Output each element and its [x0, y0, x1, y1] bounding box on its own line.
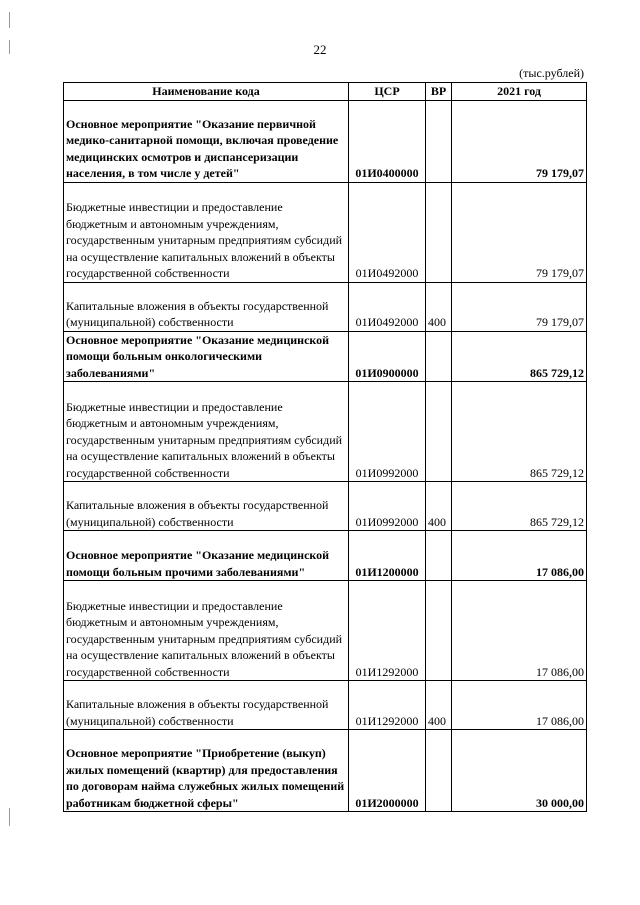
table-row	[64, 282, 587, 331]
row-csr: 01И1200000	[349, 531, 426, 581]
table-header-row	[64, 83, 587, 101]
scan-margin-mark	[9, 808, 10, 826]
row-amount: 17 086,00	[452, 581, 587, 681]
header-vr: ВР	[426, 83, 452, 101]
row-vr: 400	[426, 482, 452, 531]
row-csr: 01И0492000	[349, 182, 426, 282]
row-name: Основное мероприятие "Оказание медицинской помощи больным онкологическими заболеваниями"	[64, 331, 349, 382]
row-name: Основное мероприятие "Приобретение (выкуп) жилых помещений (квартир) для предоставления по договорам найма служебных жилых помещений работникам бюджетной сферы"	[64, 730, 349, 812]
row-name: Капитальные вложения в объекты государственной (муниципальной) собственности	[64, 681, 349, 730]
row-csr: 01И0900000	[349, 331, 426, 382]
row-name: Основное мероприятие "Оказание медицинской помощи больным прочими заболеваниями"	[64, 531, 349, 581]
row-vr: 400	[426, 681, 452, 730]
row-amount: 17 086,00	[452, 681, 587, 730]
budget-table	[63, 82, 587, 812]
row-vr	[426, 531, 452, 581]
table-row	[64, 531, 587, 581]
table-row	[64, 100, 587, 182]
table-row	[64, 482, 587, 531]
row-csr: 01И0400000	[349, 100, 426, 182]
table-row	[64, 581, 587, 681]
row-vr	[426, 331, 452, 382]
table-row	[64, 730, 587, 812]
row-vr	[426, 182, 452, 282]
header-year: 2021 год	[452, 83, 587, 101]
row-csr: 01И1292000	[349, 581, 426, 681]
row-csr: 01И0992000	[349, 482, 426, 531]
row-name: Бюджетные инвестиции и предоставление бюджетным и автономным учреждениям, государственным унитарным предприятиям субсидий на осуществление капитальных вложений в объекты государственной собственности	[64, 182, 349, 282]
row-vr	[426, 581, 452, 681]
row-name: Основное мероприятие "Оказание первичной медико-санитарной помощи, включая проведение медицинских осмотров и диспансеризации населения, в том числе у детей"	[64, 100, 349, 182]
row-amount: 30 000,00	[452, 730, 587, 812]
row-amount: 79 179,07	[452, 100, 587, 182]
scan-margin-mark	[9, 12, 10, 28]
row-csr: 01И0992000	[349, 382, 426, 482]
table-row	[64, 182, 587, 282]
row-name: Капитальные вложения в объекты государственной (муниципальной) собственности	[64, 282, 349, 331]
row-vr	[426, 730, 452, 812]
row-amount: 79 179,07	[452, 282, 587, 331]
table-row	[64, 681, 587, 730]
header-csr: ЦСР	[349, 83, 426, 101]
row-csr: 01И1292000	[349, 681, 426, 730]
row-amount: 865 729,12	[452, 482, 587, 531]
row-name: Капитальные вложения в объекты государственной (муниципальной) собственности	[64, 482, 349, 531]
row-vr	[426, 382, 452, 482]
row-amount: 17 086,00	[452, 531, 587, 581]
row-name: Бюджетные инвестиции и предоставление бюджетным и автономным учреждениям, государственным унитарным предприятиям субсидий на осуществление капитальных вложений в объекты государственной собственности	[64, 382, 349, 482]
row-amount: 865 729,12	[452, 331, 587, 382]
unit-note: (тыс.рублей)	[519, 66, 584, 80]
row-name: Бюджетные инвестиции и предоставление бюджетным и автономным учреждениям, государственным унитарным предприятиям субсидий на осуществление капитальных вложений в объекты государственной собственности	[64, 581, 349, 681]
row-vr	[426, 100, 452, 182]
page-number: 22	[313, 42, 327, 57]
row-amount: 79 179,07	[452, 182, 587, 282]
row-csr: 01И0492000	[349, 282, 426, 331]
row-vr: 400	[426, 282, 452, 331]
table-row	[64, 382, 587, 482]
header-name: Наименование кода	[64, 83, 349, 101]
row-amount: 865 729,12	[452, 382, 587, 482]
table-row	[64, 331, 587, 382]
row-csr: 01И2000000	[349, 730, 426, 812]
